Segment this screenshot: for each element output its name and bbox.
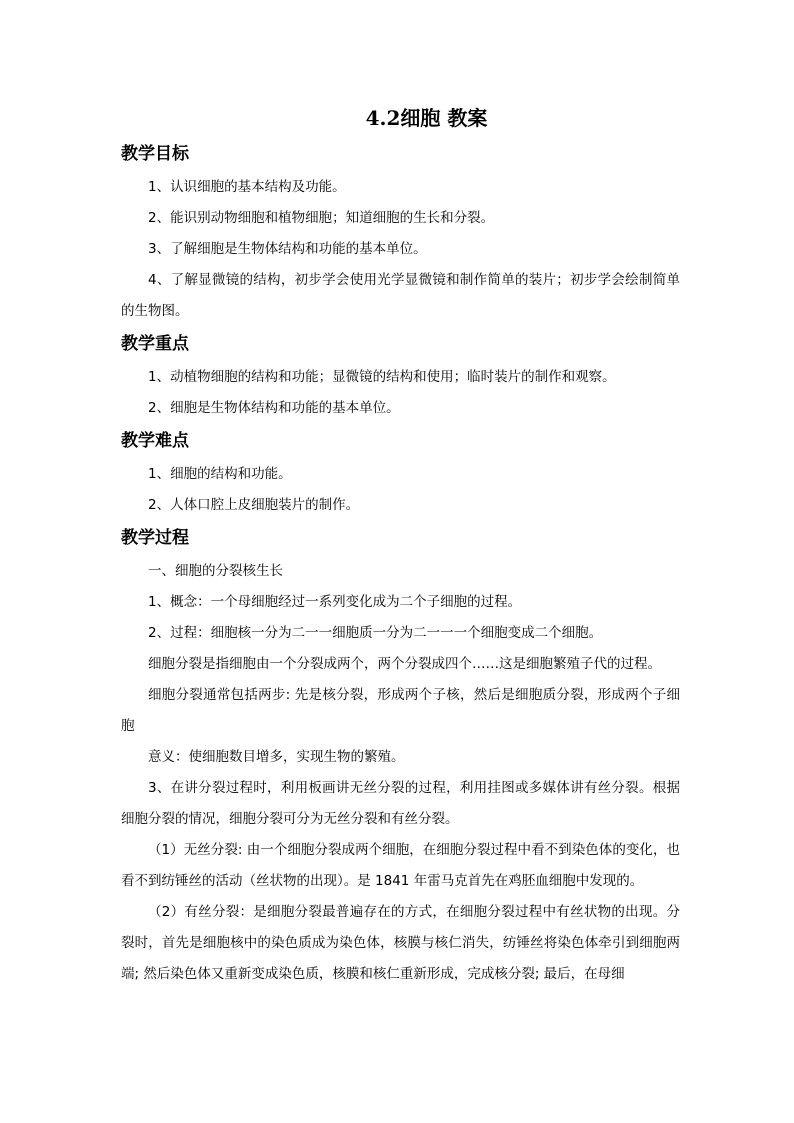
- paragraph: 1、细胞的结构和功能。: [148, 466, 292, 482]
- section-heading-objectives: 教学目标: [121, 144, 189, 164]
- paragraph: 3、在讲分裂过程时，利用板画讲无丝分裂的过程，利用挂图或多媒体讲有丝分裂。根据细胞分裂的情况，细胞分裂可分为无丝分裂和有丝分裂。: [121, 780, 680, 827]
- paragraph: 2、过程：细胞核一分为二一一细胞质一分为二一一一个细胞变成二个细胞。: [148, 625, 603, 641]
- paragraph: （1）无丝分裂: 由一个细胞分裂成两个细胞，在细胞分裂过程中看不到染色体的变化，也看不到纺锤丝的活动（丝状物的出现）。是 1841 年雷马克首先在鸡胚血细胞中发现的。: [121, 842, 680, 889]
- paragraph: 2、细胞是生物体结构和功能的基本单位。: [148, 400, 400, 416]
- paragraph: （2）有丝分裂：是细胞分裂最普遍存在的方式，在细胞分裂过程中有丝状物的出现。分裂时，首先是细胞核中的染色质成为染色体，核膜与核仁消失，纺锤丝将染色体牵引到细胞两端; 然后染色体又重新变成染色质，核膜和核仁重新形成，完成核分裂; 最后，在母细: [121, 904, 680, 982]
- section-heading-difficulties: 教学难点: [121, 431, 189, 451]
- paragraph: 1、概念：一个母细胞经过一系列变化成为二个子细胞的过程。: [148, 594, 522, 610]
- section-heading-process: 教学过程: [121, 528, 189, 548]
- page-title: 4.2细胞 教案: [365, 106, 488, 130]
- paragraph: 细胞分裂通常包括两步: 先是核分裂，形成两个子核，然后是细胞质分裂，形成两个子细胞: [121, 687, 680, 734]
- paragraph: 细胞分裂是指细胞由一个分裂成两个，两个分裂成四个……这是细胞繁殖子代的过程。: [148, 656, 661, 672]
- paragraph: 2、能识别动物细胞和植物细胞；知道细胞的生长和分裂。: [148, 210, 495, 226]
- paragraph: 2、人体口腔上皮细胞装片的制作。: [148, 497, 360, 513]
- section-heading-key-points: 教学重点: [121, 334, 189, 354]
- paragraph: 意义：使细胞数目增多，实现生物的繁殖。: [148, 749, 405, 765]
- paragraph: 1、认识细胞的基本结构及功能。: [148, 179, 346, 195]
- paragraph: 3、了解细胞是生物体结构和功能的基本单位。: [148, 241, 427, 257]
- paragraph: 1、动植物细胞的结构和功能；显微镜的结构和使用；临时装片的制作和观察。: [148, 369, 616, 385]
- paragraph: 4、了解显微镜的结构，初步学会使用光学显微镜和制作简单的装片；初步学会绘制简单的生物图。: [121, 272, 680, 319]
- paragraph: 一、细胞的分裂核生长: [148, 563, 283, 579]
